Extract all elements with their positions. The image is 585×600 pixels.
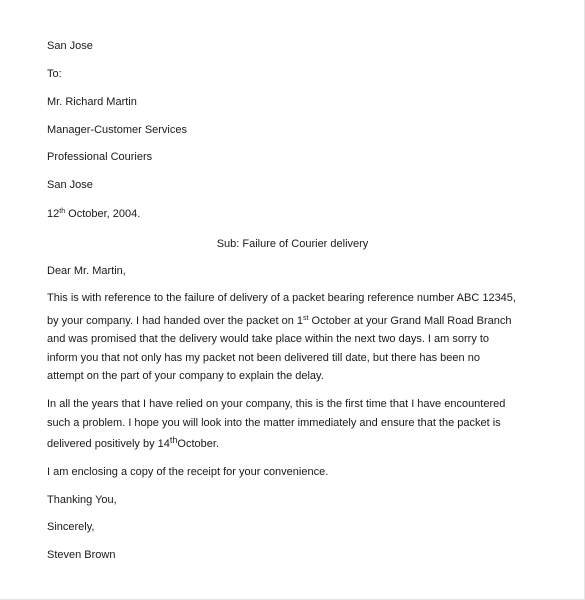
para2-line3-sup: th <box>169 435 178 445</box>
para1-line5: attempt on the part of your company to explain the delay. <box>47 370 324 382</box>
date-suffix: th <box>59 208 66 215</box>
recipient-name: Mr. Richard Martin <box>47 96 137 108</box>
letter-date <box>47 208 140 221</box>
to-label: To: <box>47 68 62 80</box>
recipient-company: Professional Couriers <box>47 151 153 163</box>
para1-line2-sup: st <box>303 315 309 322</box>
signature-name: Steven Brown <box>47 549 116 561</box>
para1-line2-b: October at your Grand Mall Road Branch <box>308 315 512 327</box>
para1-line3: and was promised that the delivery would take place within the next two days. I am sorry to <box>47 333 490 345</box>
para2-line1: In all the years that I have relied on your company, this is the first time that I have encountered <box>47 398 506 410</box>
closing-sincerely: Sincerely, <box>47 521 95 533</box>
recipient-city: San Jose <box>47 179 93 191</box>
para2-line3 <box>47 435 219 451</box>
para1-line4: inform you that not only has my packet not been delivered till date, but there has been no <box>47 352 480 364</box>
para2-line2: such a problem. I hope you will look into the matter immediately and ensure that the packet is <box>47 417 501 429</box>
recipient-title: Manager-Customer Services <box>47 124 187 136</box>
date-rest: October, 2004. <box>65 208 141 220</box>
para2-line3-b: October. <box>177 438 219 450</box>
date-day: 12 <box>47 208 60 220</box>
para2-line3-a: delivered positively by 14 <box>47 438 170 450</box>
salutation: Dear Mr. Martin, <box>47 265 126 277</box>
para1-line1: This is with reference to the failure of delivery of a packet bearing reference number ABC 12345, <box>47 292 516 304</box>
para1-line2 <box>47 315 511 328</box>
para1-line2-a: by your company. I had handed over the packet on 1 <box>47 315 304 327</box>
closing-thanks: Thanking You, <box>47 494 117 506</box>
para3: I am enclosing a copy of the receipt for your convenience. <box>47 466 329 478</box>
subject-line: Sub: Failure of Courier delivery <box>216 238 369 250</box>
sender-city: San Jose <box>47 40 93 52</box>
